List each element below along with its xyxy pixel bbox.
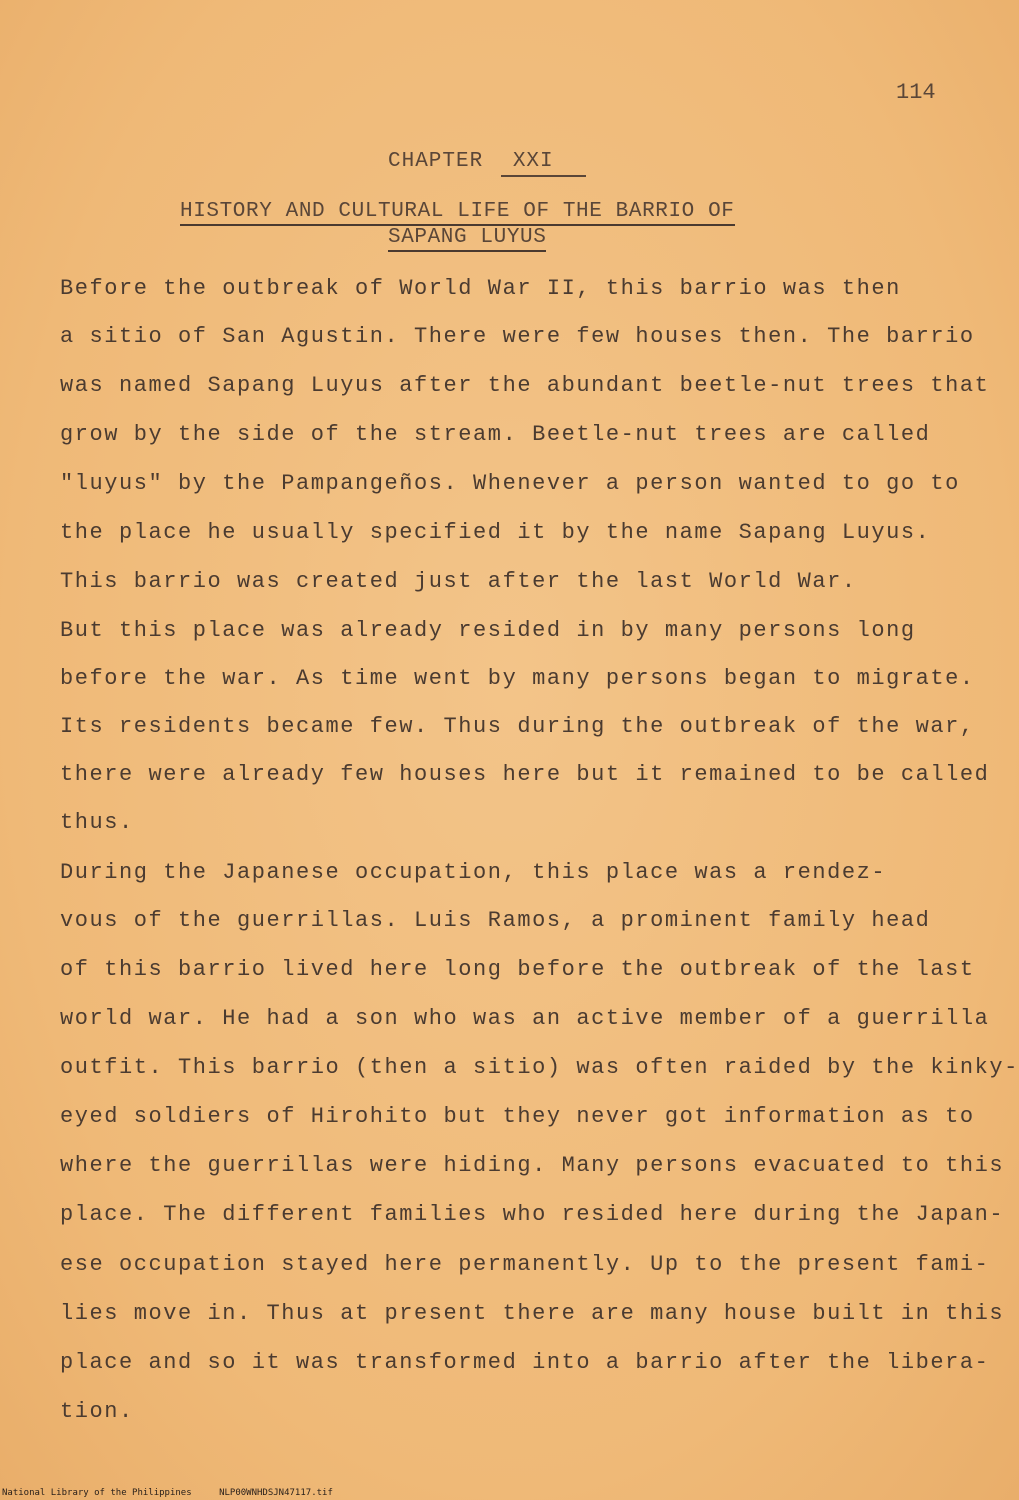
body-line: was named Sapang Luyus after the abundant beetle-nut trees that [60,373,990,398]
scan-footer [2,1488,333,1498]
body-line: Before the outbreak of World War II, this barrio was then [60,276,901,301]
body-line: the place he usually specified it by the name Sapang Luyus. [60,520,931,545]
body-line: before the war. As time went by many persons began to migrate. [60,666,975,691]
title-line-1: HISTORY AND CULTURAL LIFE OF THE BARRIO OF [180,200,735,226]
body-line: world war. He had a son who was an active member of a guerrilla [60,1006,990,1031]
body-line: a sitio of San Agustin. There were few houses then. The barrio [60,324,975,349]
body-line: eyed soldiers of Hirohito but they never got information as to [60,1104,975,1129]
body-line: This barrio was created just after the last World War. [60,569,857,594]
chapter-label: CHAPTER [388,150,484,173]
body-line: place and so it was transformed into a barrio after the libera- [60,1350,990,1375]
footer-filename: NLP00WNHDSJN47117.tif [219,1488,333,1498]
body-line: outfit. This barrio (then a sitio) was often raided by the kinky- [60,1055,1019,1080]
page-number: 114 [896,80,936,105]
body-line: grow by the side of the stream. Beetle-nut trees are called [60,422,931,447]
body-line: tion. [60,1399,134,1424]
body-line: place. The different families who resided here during the Japan- [60,1202,1005,1227]
title-line-2: SAPANG LUYUS [388,226,546,252]
body-line: "luyus" by the Pampangeños. Whenever a person wanted to go to [60,471,960,496]
body-line: Its residents became few. Thus during the outbreak of the war, [60,714,975,739]
body-line: vous of the guerrillas. Luis Ramos, a prominent family head [60,908,931,933]
body-line: where the guerrillas were hiding. Many persons evacuated to this [60,1153,1005,1178]
body-line: of this barrio lived here long before the outbreak of the last [60,957,975,982]
body-line: thus. [60,810,134,835]
body-line: there were already few houses here but it remained to be called [60,762,990,787]
footer-library: National Library of the Philippines [2,1488,192,1498]
body-line: But this place was already resided in by many persons long [60,618,916,643]
chapter-heading [388,150,586,177]
body-line: During the Japanese occupation, this place was a rendez- [60,860,887,885]
body-line: lies move in. Thus at present there are many house built in this [60,1301,1005,1326]
body-line: ese occupation stayed here permanently. Up to the present fami- [60,1252,990,1277]
chapter-number: XXI [501,150,586,177]
